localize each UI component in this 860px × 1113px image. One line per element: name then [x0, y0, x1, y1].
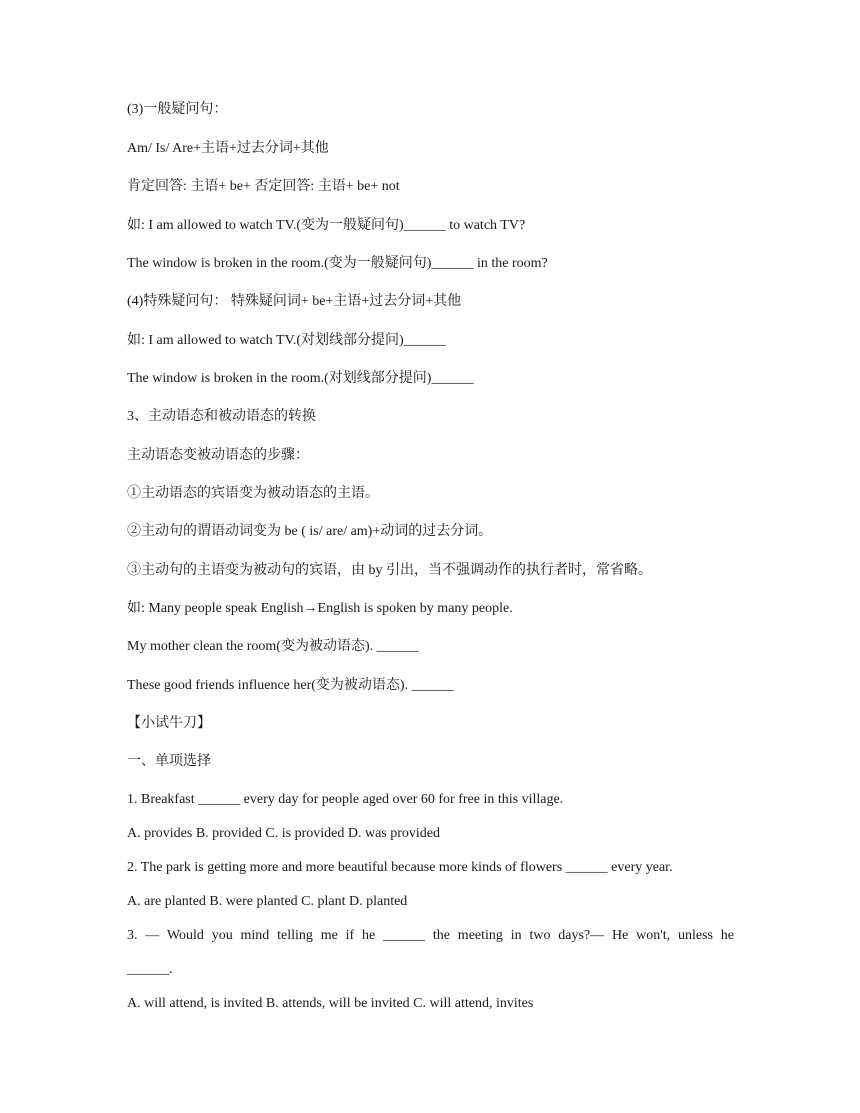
text-line: Am/ Is/ Are+主语+过去分词+其他 — [127, 141, 329, 156]
question-1: 1. Breakfast ______ every day for people aged over 60 for free in this village. — [127, 792, 564, 807]
example-line: These good friends influence her(变为被动语态). ______ — [127, 678, 454, 693]
section-heading-voice-conversion: 3、主动语态和被动语态的转换 — [127, 409, 316, 424]
section-heading-single-choice: 一、单项选择 — [127, 754, 211, 769]
example-line: The window is broken in the room.(变为一般疑问句)______ in the room? — [127, 256, 548, 271]
question-3: 3. — Would you mind telling me if he ______ the meeting in two days?— He won't, unless he — [127, 928, 734, 943]
example-line: My mother clean the room(变为被动语态). ______ — [127, 639, 419, 654]
example-line: The window is broken in the room.(对划线部分提问)______ — [127, 371, 474, 386]
question-2-options: A. are planted B. were planted C. plant D. planted — [127, 894, 408, 909]
text-line: 肯定回答: 主语+ be+ 否定回答: 主语+ be+ not — [127, 179, 400, 194]
example-line: 如: Many people speak English→English is spoken by many people. — [127, 601, 513, 616]
question-3-continuation: ______. — [127, 962, 173, 977]
step-item: ①主动语态的宾语变为被动语态的主语。 — [127, 486, 379, 501]
question-3-options: A. will attend, is invited B. attends, will be invited C. will attend, invites — [127, 996, 534, 1011]
section-heading-special-question: (4)特殊疑问句： 特殊疑问词+ be+主语+过去分词+其他 — [127, 294, 462, 309]
example-line: 如: I am allowed to watch TV.(变为一般疑问句)______ to watch TV? — [127, 218, 526, 233]
question-1-options: A. provides B. provided C. is provided D. was provided — [127, 826, 441, 841]
step-item: ②主动句的谓语动词变为 be ( is/ are/ am)+动词的过去分词。 — [127, 524, 493, 539]
text-line: 主动语态变被动语态的步骤： — [127, 448, 309, 463]
example-line: 如: I am allowed to watch TV.(对划线部分提问)______ — [127, 333, 446, 348]
question-2: 2. The park is getting more and more beautiful because more kinds of flowers ______ every year. — [127, 860, 673, 875]
step-item: ③主动句的主语变为被动句的宾语，由 by 引出，当不强调动作的执行者时，常省略。 — [127, 563, 652, 578]
section-heading-practice: 【小试牛刀】 — [127, 716, 211, 731]
section-heading-general-question: (3)一般疑问句： — [127, 102, 228, 117]
